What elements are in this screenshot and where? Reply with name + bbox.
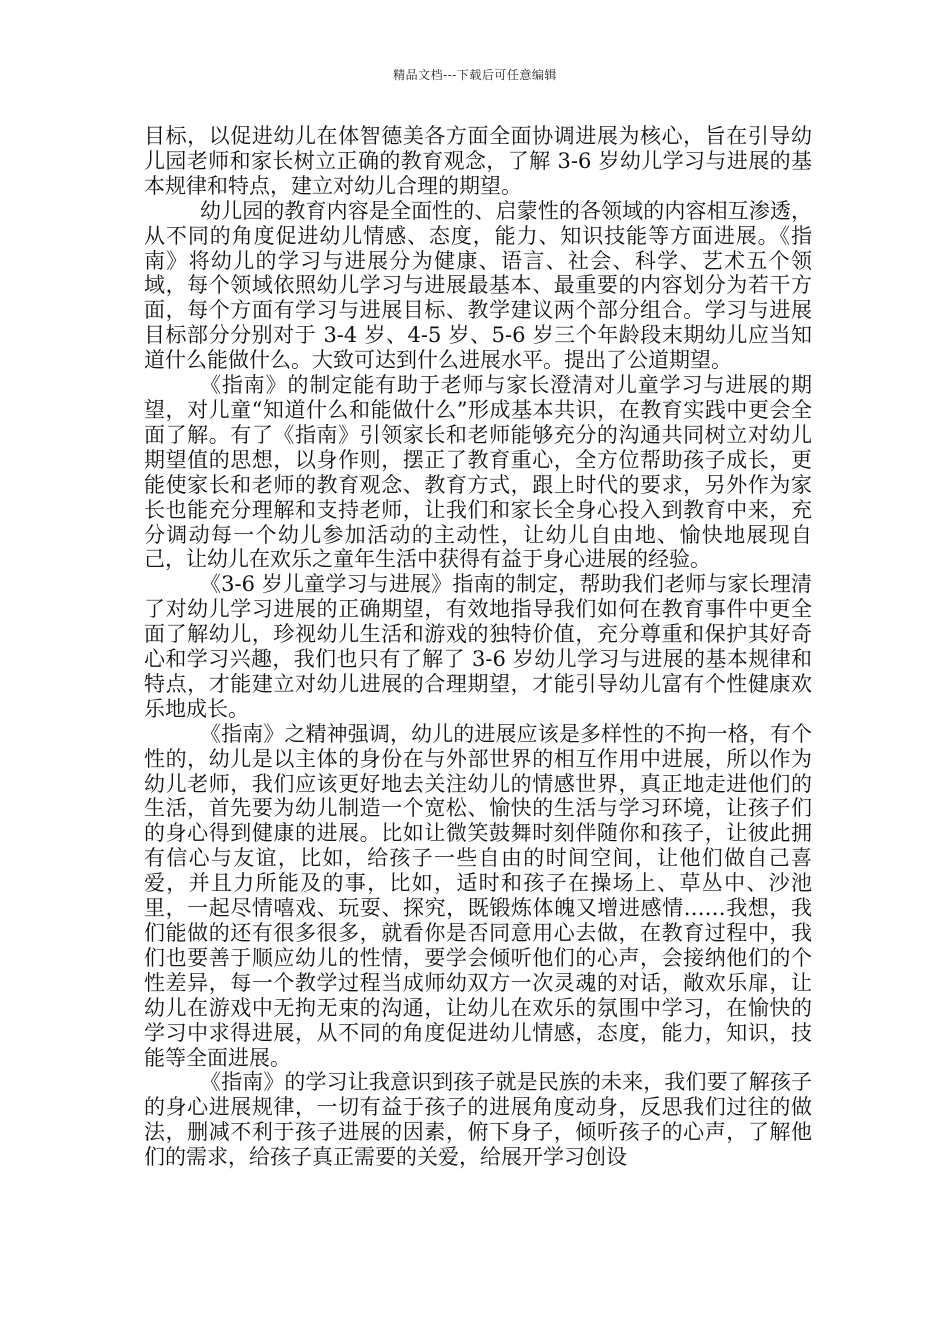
paragraph-2: 幼儿园的教育内容是全面性的、启蒙性的各领域的内容相互渗透，从不同的角度促进幼儿情感、态度，能力、知识技能等方面进展。《指南》将幼儿的学习与进展分为健康、语言、社会、科学、艺术五个领域，每个领域依照幼儿学习与进展最基本、最重要的内容划分为若干方面，每个方面有学习与进展目标、教学建议两个部分组合。学习与进展目标部分分别对于 3-4 岁、4-5 岁、5-6 岁三个年龄段末期幼儿应当知道什么能做什么。大致可达到什么进展水平。提出了公道期望。: [144, 198, 812, 373]
page-header: 精品文档---下载后可任意编辑: [393, 68, 557, 82]
paragraph-5: 《指南》之精神强调，幼儿的进展应该是多样性的不拘一格，有个性的，幼儿是以主体的身份在与外部世界的相互作用中进展，所以作为幼儿老师，我们应该更好地去关注幼儿的情感世界，真正地走进他们的生活，首先要为幼儿制造一个宽松、愉快的生活与学习环境，让孩子们的身心得到健康的进展。比如让微笑鼓舞时刻伴随你和孩子，让彼此拥有信心与友谊，比如，给孩子一些自由的时间空间，让他们做自己喜爱，并且力所能及的事，比如，适时和孩子在操场上、草丛中、沙池里，一起尽情嘻戏、玩耍、探究，既锻炼体魄又增进感情……我想，我们能做的还有很多很多，就看你是否同意用心去做，在教育过程中，我们也要善于顺应幼儿的性情，要学会倾听他们的心声，会接纳他们的个性差异，每一个教学过程当成师幼双方一次灵魂的对话，敞欢乐扉，让幼儿在游戏中无拘无束的沟通，让幼儿在欢乐的氛围中学习，在愉快的学习中求得进展，从不同的角度促进幼儿情感，态度，能力，知识，技能等全面进展。: [144, 721, 812, 1070]
paragraph-6: 《指南》的学习让我意识到孩子就是民族的未来，我们要了解孩子的身心进展规律，一切有益于孩子的进展角度动身，反思我们过往的做法，删减不利于孩子进展的因素，俯下身子，倾听孩子的心声，了解他们的需求，给孩子真正需要的关爱，给展开学习创设: [144, 1070, 812, 1170]
paragraph-1: 目标，以促进幼儿在体智德美各方面全面协调进展为核心，旨在引导幼儿园老师和家长树立正确的教育观念，了解 3-6 岁幼儿学习与进展的基本规律和特点，建立对幼儿合理的期望。: [144, 124, 812, 198]
paragraph-3: 《指南》的制定能有助于老师与家长澄清对儿童学习与进展的期望，对儿童“知道什么和能做什么”形成基本共识，在教育实践中更会全面了解。有了《指南》引领家长和老师能够充分的沟通共同树立对幼儿期望值的思想，以身作则，摆正了教育重心，全方位帮助孩子成长，更能使家长和老师的教育观念、教育方式，跟上时代的要求，另外作为家长也能充分理解和支持老师，让我们和家长全身心投入到教育中来，充分调动每一个幼儿参加活动的主动性，让幼儿自由地、愉快地展现自己，让幼儿在欢乐之童年生活中获得有益于身心进展的经验。: [144, 373, 812, 572]
document-body: [144, 124, 812, 1170]
paragraph-4: 《3-6 岁儿童学习与进展》指南的制定，帮助我们老师与家长理清了对幼儿学习进展的正确期望，有效地指导我们如何在教育事件中更全面了解幼儿，珍视幼儿生活和游戏的独特价值，充分尊重和保护其好奇心和学习兴趣，我们也只有了解了 3-6 岁幼儿学习与进展的基本规律和特点，才能建立对幼儿进展的合理期望，才能引导幼儿富有个性健康欢乐地成长。: [144, 572, 812, 721]
